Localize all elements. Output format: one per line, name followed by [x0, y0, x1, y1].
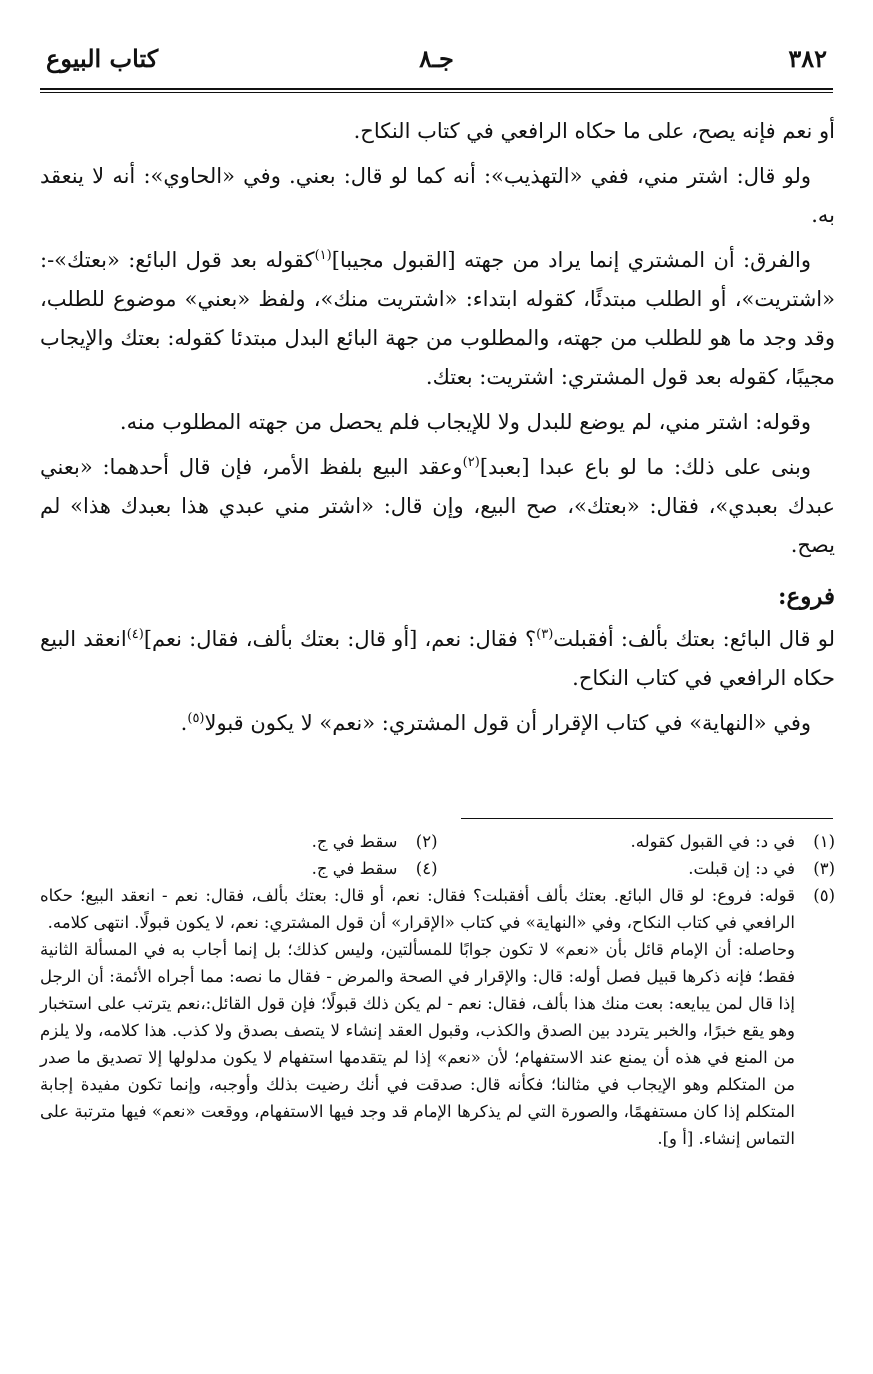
footnote-number: (٥)	[813, 886, 835, 905]
footnote-ref[interactable]: (٣)	[536, 627, 554, 642]
main-text	[40, 112, 835, 749]
footnote-row	[40, 828, 835, 855]
header-rule-thin	[40, 92, 833, 93]
footnote-body	[40, 882, 795, 1152]
text-run: وفي «النهاية» في كتاب الإقرار أن قول المشتري: «نعم» لا يكون قبولا	[204, 711, 811, 735]
footnote-separator	[461, 818, 833, 819]
text-run: ؟ فقال: نعم، [أو قال: بعتك بألف، فقال: نعم]	[143, 627, 537, 651]
footnotes	[40, 828, 835, 1152]
footnote-number: (٤)	[415, 859, 438, 878]
book-title: كتاب البيوع	[46, 44, 159, 73]
paragraph: وقوله: اشتر مني، لم يوضع للبدل ولا للإيجاب فلم يحصل من جهته المطلوب منه.	[119, 410, 811, 434]
footnote-ref[interactable]: (٤)	[126, 627, 144, 642]
footnote-text: في د: في القبول كقوله.	[630, 832, 795, 851]
text-run: انعقد البيع حكاه الرافعي في كتاب النكاح.	[40, 627, 835, 690]
volume-label: جـ٨	[419, 44, 454, 73]
running-header	[40, 44, 833, 84]
text-run: لو قال البائع: بعتك بألف: أفقبلت	[553, 627, 835, 651]
footnote-row	[40, 855, 835, 882]
section-heading: فروع:	[777, 583, 835, 610]
footnote-number: (١)	[813, 832, 835, 851]
paragraph	[40, 620, 835, 698]
footnote-text: في د: إن قبلت.	[688, 859, 795, 878]
footnote	[40, 828, 438, 855]
paragraph	[40, 241, 835, 397]
footnote-paragraph: قوله: فروع: لو قال البائع. بعتك بألف أفقبلت؟ فقال: نعم، أو قال: بعتك بألف، فقال: نعم - انعقد البيع؛ حكاه الرافعي في كتاب النكاح، وفي «النهاية» في كتاب «الإقرار» أن قول المشتري: نعم، لا يكون قبولًا. انتهى كلامه.	[40, 886, 795, 932]
text-run: وبنى على ذلك: ما لو باع عبدا [بعبد]	[479, 455, 811, 479]
paragraph	[40, 704, 835, 743]
paragraph: ولو قال: اشتر مني، ففي «التهذيب»: أنه كما لو قال: بعني. وفي «الحاوي»: أنه لا ينعقد به.	[40, 164, 835, 227]
text-run: والفرق: أن المشتري إنما يراد من جهته [القبول مجيبا]	[331, 248, 811, 272]
footnote	[438, 855, 836, 882]
footnote-ref[interactable]: (٥)	[187, 711, 205, 726]
footnote-text: سقط في ج.	[311, 859, 398, 878]
page-number: ٣٨٢	[788, 44, 827, 73]
footnote-number: (٢)	[415, 832, 438, 851]
footnote-ref[interactable]: (٢)	[462, 455, 480, 470]
footnote-number: (٣)	[813, 859, 835, 878]
paragraph	[40, 448, 835, 565]
footnote-text: سقط في ج.	[311, 832, 398, 851]
text-run: .	[180, 711, 188, 735]
footnote	[40, 855, 438, 882]
footnote-paragraph: وحاصله: أن الإمام قائل بأن «نعم» لا تكون جوابًا للمسألتين، وليس كذلك؛ بل إنما أجاب به في المسألة الثانية فقط؛ فإنه ذكرها قبيل فصل أوله: قال: والإقرار في الصحة والمرض - فقال ما نصه: مما أجراه الأئمة: أن الرجل إذا قال لمن يبايعه: بعت منك هذا بألف، فقال: نعم - لم يكن ذلك قبولًا؛ فإن قول القائل:،نعم يترتب على استخبار وهو يقع خبرًا، والخبر يتردد بين الصدق والكذب، وقبول العقد إنشاء لا يتصف بصدق ولا كذب. هذا كلامه، ولا يلزم من المنع في هذه أن يمنع عند الاستفهام؛ لأن «نعم» إذا لم يتقدمها استفهام لا يكون مدلولها إلا تصديق ما صدر من المتكلم وهو الإيجاب في مثالنا؛ فكأنه قال: صدقت في أنك رضيت بذلك وأوجبه، وإنما تكون مفيدة إجابة المتكلم إذا كان مستفهمًا، والصورة التي لم يذكرها الإمام قد وجد فيها الاستفهام، ووقعت «نعم» فيها مترتبة على التماس إنشاء. [أ و].	[40, 940, 795, 1148]
text-run: كقوله بعد قول البائع: «بعتك»-: «اشتريت»، أو الطلب مبتدئًا، كقوله ابتداء: «اشتريت منك»، ولفظ «بعني» موضوع للطلب، وقد وجد ما هو للطلب من جهته، والمطلوب من جهة البائع البدل مبتدئا كقوله: بعتك والإيجاب مجيبًا، كقوله بعد قول المشتري: اشتريت: بعتك.	[40, 248, 835, 389]
footnote	[438, 828, 836, 855]
paragraph: أو نعم فإنه يصح، على ما حكاه الرافعي في كتاب النكاح.	[353, 119, 835, 143]
footnote-ref[interactable]: (١)	[314, 248, 332, 263]
header-rule-thick	[40, 88, 833, 90]
text-run: وعقد البيع بلفظ الأمر، فإن قال أحدهما: «بعني عبدك بعبدي»، فقال: «بعتك»، صح البيع، وإن قال: «اشتر مني عبدي هذا بعبدك هذا» لم يصح.	[40, 455, 835, 557]
footnote	[40, 882, 835, 1152]
